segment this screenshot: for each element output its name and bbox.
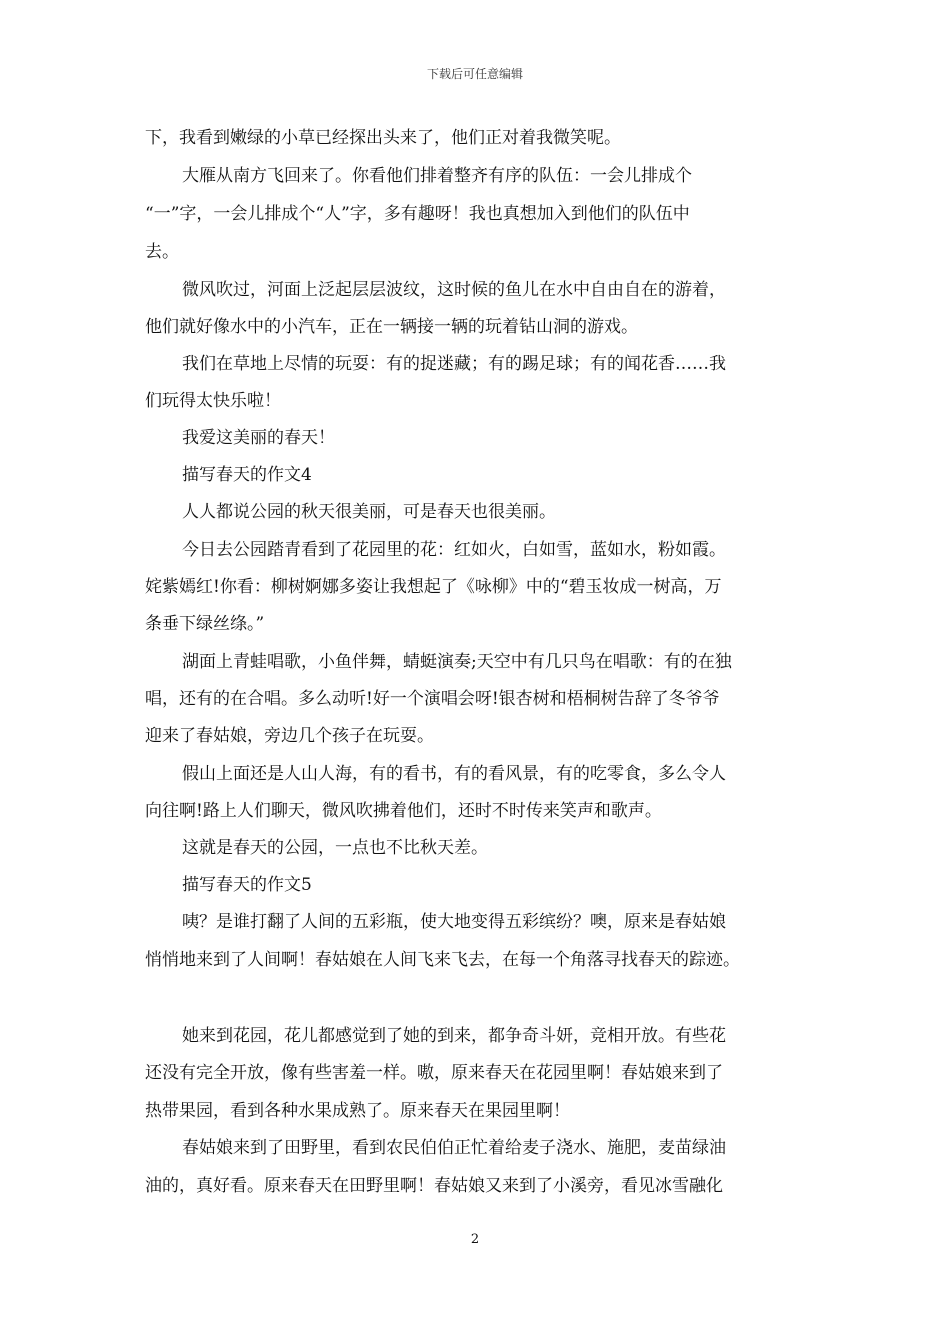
text-line: 去。: [145, 242, 179, 262]
text-line: 今日去公园踏青看到了花园里的花：红如火，白如雪，蓝如水，粉如霞。: [182, 540, 726, 560]
text-line: 人人都说公园的秋天很美丽，可是春天也很美丽。: [182, 502, 556, 522]
page-number: 2: [470, 1232, 480, 1247]
page-header: 下载后可任意编辑: [426, 67, 523, 81]
text-line: 下，我看到嫩绿的小草已经探出头来了，他们正对着我微笑呢。: [145, 128, 621, 148]
text-line: 湖面上青蛙唱歌，小鱼伴舞，蜻蜓演奏;天空中有几只鸟在唱歌：有的在独: [182, 652, 732, 672]
section-heading: 描写春天的作文5: [182, 875, 312, 895]
text-line: 咦？是谁打翻了人间的五彩瓶，使大地变得五彩缤纷？噢，原来是春姑娘: [182, 912, 726, 932]
text-line: 油的，真好看。原来春天在田野里啊！春姑娘又来到了小溪旁，看见冰雪融化: [145, 1176, 723, 1196]
text-line: 热带果园，看到各种水果成熟了。原来春天在果园里啊！: [145, 1101, 570, 1121]
text-line: “一”字，一会儿排成个“人”字，多有趣呀！我也真想加入到他们的队伍中: [145, 204, 690, 224]
text-line: 微风吹过，河面上泛起层层波纹，这时候的鱼儿在水中自由自在的游着，: [182, 280, 726, 300]
text-line: 向往啊!路上人们聊天，微风吹拂着他们，还时不时传来笑声和歌声。: [145, 801, 662, 821]
text-line: 唱，还有的在合唱。多么动听!好一个演唱会呀!银杏树和梧桐树告辞了冬爷爷: [145, 689, 720, 709]
section-heading: 描写春天的作文4: [182, 465, 312, 485]
text-line: 这就是春天的公园，一点也不比秋天差。: [182, 838, 488, 858]
text-line: 他们就好像水中的小汽车，正在一辆接一辆的玩着钻山洞的游戏。: [145, 317, 638, 337]
text-line: 还没有完全开放，像有些害羞一样。嗷，原来春天在花园里啊！春姑娘来到了: [145, 1063, 723, 1083]
text-line: 大雁从南方飞回来了。你看他们排着整齐有序的队伍：一会儿排成个: [182, 166, 692, 186]
text-line: 我们在草地上尽情的玩耍：有的捉迷藏；有的踢足球；有的闻花香……我: [182, 354, 726, 374]
text-line: 们玩得太快乐啦！: [145, 391, 281, 411]
text-line: 假山上面还是人山人海，有的看书，有的看风景，有的吃零食，多么令人: [182, 764, 726, 784]
text-line: 条垂下绿丝绦。”: [145, 614, 265, 634]
text-line: 她来到花园，花儿都感觉到了她的到来，都争奇斗妍，竞相开放。有些花: [182, 1026, 726, 1046]
text-line: 春姑娘来到了田野里，看到农民伯伯正忙着给麦子浇水、施肥，麦苗绿油: [182, 1138, 726, 1158]
text-line: 我爱这美丽的春天！: [182, 428, 335, 448]
text-line: 迎来了春姑娘，旁边几个孩子在玩耍。: [145, 726, 434, 746]
text-line: 悄悄地来到了人间啊！春姑娘在人间飞来飞去，在每一个角落寻找春天的踪迹。: [145, 950, 740, 970]
text-line: 姹紫嫣红!你看：柳树婀娜多姿让我想起了《咏柳》中的“碧玉妆成一树高，万: [145, 577, 722, 597]
